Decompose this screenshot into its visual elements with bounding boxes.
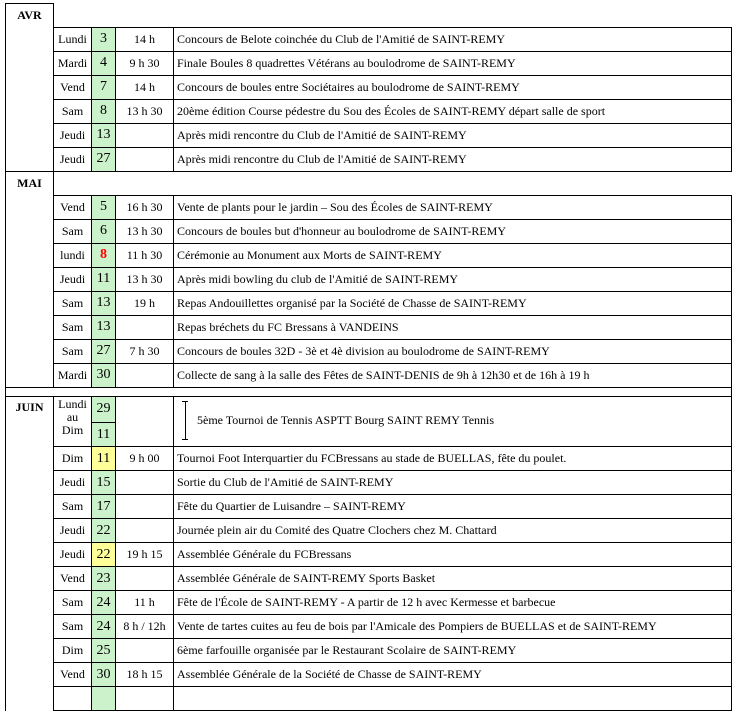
event-date-number: 13: [92, 315, 116, 339]
event-row: [6, 447, 732, 471]
event-row: [6, 471, 732, 495]
event-date-number: 15: [92, 471, 116, 495]
events-table: [5, 3, 732, 711]
event-date-number: 13: [92, 291, 116, 315]
event-description: Concours de boules entre Sociétaires au boulodrome de SAINT-REMY: [174, 75, 732, 99]
event-day: Vend: [54, 663, 92, 687]
trailing-row: [6, 687, 732, 711]
event-time: 8 h / 12h: [116, 615, 174, 639]
event-row: [6, 543, 732, 567]
event-row: [6, 663, 732, 687]
event-time: 19 h: [116, 291, 174, 315]
event-row: [6, 147, 732, 171]
event-description: Repas bréchets du FC Bressans à VANDEINS: [174, 315, 732, 339]
event-row: [6, 639, 732, 663]
event-time: 11 h 30: [116, 243, 174, 267]
event-row: [6, 291, 732, 315]
month-column-blank: [6, 291, 54, 315]
event-day: Sam: [54, 339, 92, 363]
event-day: Vend: [54, 567, 92, 591]
trailing-cell: [54, 687, 92, 711]
event-time: 13 h 30: [116, 99, 174, 123]
event-time: [116, 495, 174, 519]
event-description: Après midi rencontre du Club de l'Amitié de SAINT-REMY: [174, 147, 732, 171]
event-time: [116, 639, 174, 663]
event-time: 13 h 30: [116, 267, 174, 291]
event-day-range: [54, 396, 92, 447]
event-time: 18 h 15: [116, 663, 174, 687]
event-description: Cérémonie au Monument aux Morts de SAINT-REMY: [174, 243, 732, 267]
month-column-blank: [6, 315, 54, 339]
event-time: [116, 519, 174, 543]
event-date-number: 17: [92, 495, 116, 519]
event-day: Mardi: [54, 51, 92, 75]
event-description: Vente de plants pour le jardin – Sou des Écoles de SAINT-REMY: [174, 195, 732, 219]
event-row: [6, 27, 732, 51]
month-column-blank: [6, 147, 54, 171]
event-description: Assemblée Générale de la Société de Chasse de SAINT-REMY: [174, 663, 732, 687]
month-label-juin: JUIN: [6, 396, 54, 423]
event-day: Jeudi: [54, 123, 92, 147]
month-column-blank: [6, 363, 54, 387]
event-description: Finale Boules 8 quadrettes Vétérans au boulodrome de SAINT-REMY: [174, 51, 732, 75]
event-row: [6, 123, 732, 147]
event-day: Sam: [54, 591, 92, 615]
event-date-number: 23: [92, 567, 116, 591]
event-day: Jeudi: [54, 519, 92, 543]
event-time: [116, 123, 174, 147]
event-day: Dim: [54, 447, 92, 471]
event-row-tennis: [6, 396, 732, 423]
event-date-number: 8: [92, 99, 116, 123]
event-time: 9 h 00: [116, 447, 174, 471]
month-header-row: [6, 171, 732, 195]
event-time: [116, 471, 174, 495]
event-date-number-end: 11: [92, 423, 116, 447]
month-column-blank: [6, 99, 54, 123]
month-label-avr: AVR: [6, 4, 54, 28]
month-header-blank: [54, 171, 732, 195]
event-row: [6, 75, 732, 99]
event-row: [6, 615, 732, 639]
event-day: Sam: [54, 99, 92, 123]
month-column-blank: [6, 195, 54, 219]
month-column-blank: [6, 495, 54, 519]
event-date-number: 3: [92, 27, 116, 51]
event-row: [6, 99, 732, 123]
event-row: [6, 219, 732, 243]
month-column-blank: [6, 447, 54, 471]
event-row: [6, 519, 732, 543]
event-date-number: 24: [92, 615, 116, 639]
event-date-number: 22: [92, 543, 116, 567]
event-day: Jeudi: [54, 471, 92, 495]
day-range-part: Lundi: [58, 396, 87, 411]
event-row: [6, 315, 732, 339]
month-column-blank: [6, 123, 54, 147]
day-range-part: Dim: [61, 422, 84, 437]
event-time: 19 h 15: [116, 543, 174, 567]
event-time: 9 h 30: [116, 51, 174, 75]
event-date-number: 22: [92, 519, 116, 543]
event-day: Dim: [54, 639, 92, 663]
event-description: Après midi rencontre du Club de l'Amitié de SAINT-REMY: [174, 123, 732, 147]
event-date-number: 27: [92, 147, 116, 171]
event-time: [116, 396, 174, 447]
event-time: [116, 567, 174, 591]
event-row: [6, 339, 732, 363]
event-time: 16 h 30: [116, 195, 174, 219]
month-column-blank: [6, 27, 54, 51]
event-day: Jeudi: [54, 147, 92, 171]
event-day: Sam: [54, 315, 92, 339]
event-date-number: 30: [92, 363, 116, 387]
month-header-row: [6, 4, 732, 28]
event-row: [6, 267, 732, 291]
month-column-blank: [6, 75, 54, 99]
event-description: Collecte de sang à la salle des Fêtes de SAINT-DENIS de 9h à 12h30 et de 16h à 19 h: [174, 363, 732, 387]
trailing-cell: [116, 687, 174, 711]
event-row: [6, 591, 732, 615]
trailing-cell: [92, 687, 116, 711]
event-description: Repas Andouillettes organisé par la Société de Chasse de SAINT-REMY: [174, 291, 732, 315]
event-description: Concours de boules but d'honneur au boulodrome de SAINT-REMY: [174, 219, 732, 243]
event-date-number: 5: [92, 195, 116, 219]
event-date-number: 30: [92, 663, 116, 687]
event-description: [174, 396, 732, 447]
event-description: Après midi bowling du club de l'Amitié de SAINT-REMY: [174, 267, 732, 291]
event-date-number-start: 29: [92, 396, 116, 423]
event-date-number: 27: [92, 339, 116, 363]
date-range-bracket: [185, 401, 186, 439]
trailing-cell: [174, 687, 732, 711]
event-day: Sam: [54, 495, 92, 519]
event-day: Sam: [54, 291, 92, 315]
event-description: Assemblée Générale de SAINT-REMY Sports Basket: [174, 567, 732, 591]
month-column-blank: [6, 687, 54, 711]
event-day: Jeudi: [54, 267, 92, 291]
event-description: 6ème farfouille organisée par le Restaurant Scolaire de SAINT-REMY: [174, 639, 732, 663]
event-description: Concours de boules 32D - 3è et 4è division au boulodrome de SAINT-REMY: [174, 339, 732, 363]
month-column-blank: [6, 615, 54, 639]
month-column-blank: [6, 567, 54, 591]
bracket-top: [182, 401, 188, 402]
event-day: Lundi: [54, 27, 92, 51]
month-column-blank: [6, 663, 54, 687]
month-column-blank: [6, 543, 54, 567]
event-description: Journée plein air du Comité des Quatre Clochers chez M. Chattard: [174, 519, 732, 543]
event-time: [116, 363, 174, 387]
event-description: Fête de l'École de SAINT-REMY - A partir de 12 h avec Kermesse et barbecue: [174, 591, 732, 615]
month-column-blank: [6, 519, 54, 543]
event-row: [6, 363, 732, 387]
month-column-blank: [6, 471, 54, 495]
event-time: [116, 147, 174, 171]
event-row: [6, 495, 732, 519]
spacer-cell: [6, 387, 732, 396]
event-description: Sortie du Club de l'Amitié de SAINT-REMY: [174, 471, 732, 495]
event-row: [6, 51, 732, 75]
month-column-blank: [6, 339, 54, 363]
event-day: Mardi: [54, 363, 92, 387]
event-day: Vend: [54, 195, 92, 219]
event-date-number: 6: [92, 219, 116, 243]
event-description: 20ème édition Course pédestre du Sou des Écoles de SAINT-REMY départ salle de sport: [174, 99, 732, 123]
events-calendar: [5, 3, 732, 711]
month-column-blank: [6, 243, 54, 267]
event-date-number: 4: [92, 51, 116, 75]
event-row: [6, 567, 732, 591]
event-description: Fête du Quartier de Luisandre – SAINT-REMY: [174, 495, 732, 519]
event-time: 11 h: [116, 591, 174, 615]
event-day: lundi: [54, 243, 92, 267]
bracket-bottom: [182, 439, 188, 440]
tennis-event-box: [174, 398, 731, 444]
month-column-blank: [6, 423, 54, 447]
event-row: [6, 195, 732, 219]
event-time: 13 h 30: [116, 219, 174, 243]
event-description: Vente de tartes cuites au feu de bois par l'Amicale des Pompiers de BUELLAS et de SAINT-REMY: [174, 615, 732, 639]
spacer-row: [6, 387, 732, 396]
event-description: Concours de Belote coinchée du Club de l'Amitié de SAINT-REMY: [174, 27, 732, 51]
event-time: [116, 315, 174, 339]
event-date-number: 25: [92, 639, 116, 663]
month-column-blank: [6, 267, 54, 291]
event-day: Sam: [54, 615, 92, 639]
month-column-blank: [6, 591, 54, 615]
event-time: 14 h: [116, 27, 174, 51]
month-column-blank: [6, 219, 54, 243]
month-column-blank: [6, 639, 54, 663]
month-column-blank: [6, 51, 54, 75]
event-description: Tournoi Foot Interquartier du FCBressans au stade de BUELLAS, fête du poulet.: [174, 447, 732, 471]
month-label-mai: MAI: [6, 171, 54, 195]
event-date-number: 11: [92, 447, 116, 471]
event-time: 14 h: [116, 75, 174, 99]
event-day: Vend: [54, 75, 92, 99]
event-date-number: 8: [92, 243, 116, 267]
event-date-number: 24: [92, 591, 116, 615]
event-date-number: 11: [92, 267, 116, 291]
day-range-part: au: [66, 409, 79, 424]
event-description: Assemblée Générale du FCBressans: [174, 543, 732, 567]
event-row: [6, 243, 732, 267]
event-time: 7 h 30: [116, 339, 174, 363]
event-day: Jeudi: [54, 543, 92, 567]
event-date-number: 13: [92, 123, 116, 147]
event-date-number: 7: [92, 75, 116, 99]
event-day: Sam: [54, 219, 92, 243]
tennis-event-text: 5ème Tournoi de Tennis ASPTT Bourg SAINT REMY Tennis: [197, 413, 495, 428]
